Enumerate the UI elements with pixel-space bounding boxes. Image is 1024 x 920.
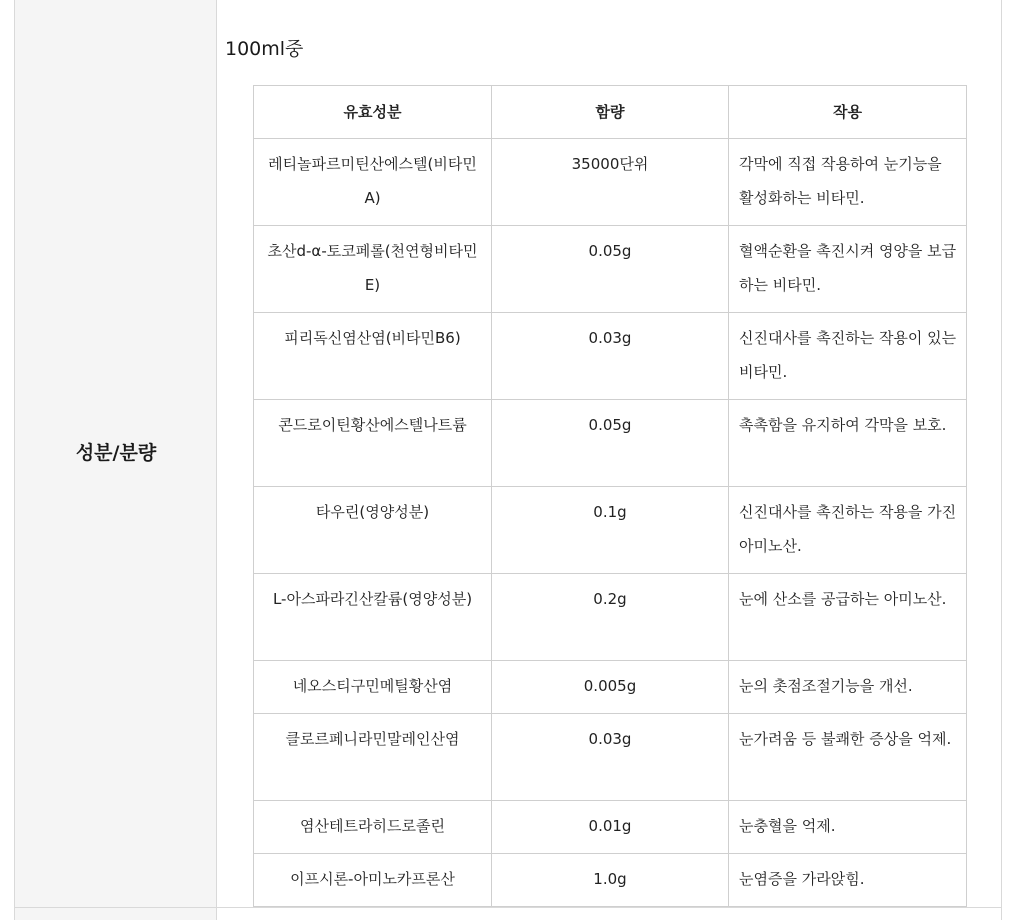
table-row: [254, 400, 967, 487]
header-amount: 함량: [492, 86, 729, 139]
ingredient-cell: 염산테트라히드로졸린: [254, 801, 492, 854]
volume-caption: 100ml중: [225, 38, 304, 60]
table-row: [254, 574, 967, 661]
amount-cell: 0.01g: [492, 801, 729, 854]
effect-cell: 눈충혈을 억제.: [729, 801, 967, 854]
effect-cell: 눈염증을 가라앉힘.: [729, 854, 967, 907]
effect-cell: 각막에 직접 작용하여 눈기능을 활성화하는 비타민.: [729, 139, 967, 226]
next-label-cell: [15, 908, 217, 920]
amount-cell: 35000단위: [492, 139, 729, 226]
effect-cell: 눈에 산소를 공급하는 아미노산.: [729, 574, 967, 661]
ingredient-cell: 콘드로이틴황산에스텔나트륨: [254, 400, 492, 487]
ingredient-cell: 클로르페니라민말레인산염: [254, 714, 492, 801]
amount-cell: 0.005g: [492, 661, 729, 714]
table-row: [254, 714, 967, 801]
amount-cell: 0.05g: [492, 400, 729, 487]
ingredient-cell: 피리독신염산염(비타민B6): [254, 313, 492, 400]
effect-cell: 눈가려움 등 불쾌한 증상을 억제.: [729, 714, 967, 801]
amount-cell: 0.2g: [492, 574, 729, 661]
amount-cell: 0.1g: [492, 487, 729, 574]
table-row: [254, 854, 967, 907]
table-row: [254, 487, 967, 574]
table-row: [254, 139, 967, 226]
label-column: [15, 0, 217, 907]
table-row: [254, 226, 967, 313]
amount-cell: 0.03g: [492, 714, 729, 801]
amount-cell: 1.0g: [492, 854, 729, 907]
ingredient-cell: 네오스티구민메틸황산염: [254, 661, 492, 714]
effect-cell: 눈의 촛점조절기능을 개선.: [729, 661, 967, 714]
ingredient-cell: 초산d-α-토코페롤(천연형비타민E): [254, 226, 492, 313]
table-row: [254, 313, 967, 400]
effect-cell: 신진대사를 촉진하는 작용을 가진 아미노산.: [729, 487, 967, 574]
header-effect: 작용: [729, 86, 967, 139]
amount-cell: 0.03g: [492, 313, 729, 400]
amount-cell: 0.05g: [492, 226, 729, 313]
ingredient-cell: 이프시론-아미노카프론산: [254, 854, 492, 907]
ingredient-cell: 레티놀파르미틴산에스텔(비타민A): [254, 139, 492, 226]
table-row: [254, 661, 967, 714]
header-ingredient: 유효성분: [254, 86, 492, 139]
effect-cell: 촉촉함을 유지하여 각막을 보호.: [729, 400, 967, 487]
table-row: [254, 801, 967, 854]
table-header-row: [254, 86, 967, 139]
effect-cell: 신진대사를 촉진하는 작용이 있는 비타민.: [729, 313, 967, 400]
effect-cell: 혈액순환을 촉진시켜 영양을 보급하는 비타민.: [729, 226, 967, 313]
ingredient-cell: L-아스파라긴산칼륨(영양성분): [254, 574, 492, 661]
ingredient-cell: 타우린(영양성분): [254, 487, 492, 574]
ingredient-table: [253, 85, 967, 907]
section-label: 성분/분량: [75, 442, 157, 464]
